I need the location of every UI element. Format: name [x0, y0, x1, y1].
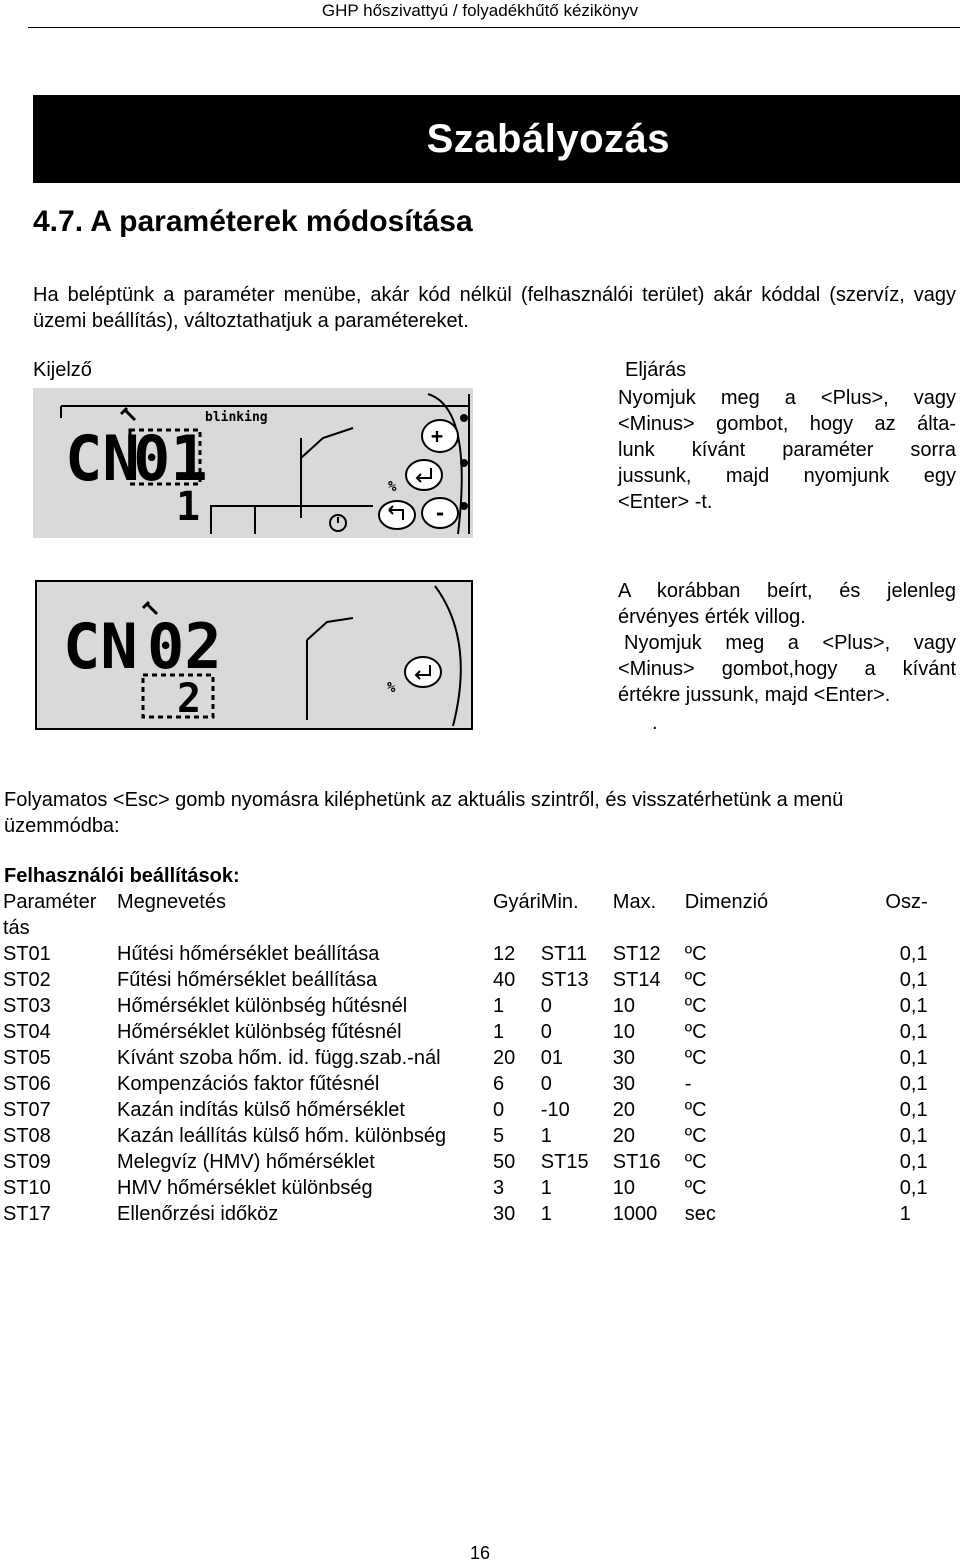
- division-cell: 1: [899, 1203, 911, 1225]
- procedure-step-1: [618, 385, 956, 515]
- lcd-value: 2: [177, 676, 202, 722]
- min-cell: ST15: [540, 1151, 589, 1173]
- name-cell: Kazán indítás külső hőmérséklet: [117, 1099, 405, 1121]
- lcd-display-2-graphic: [35, 580, 473, 730]
- max-cell: ST14: [612, 969, 661, 991]
- param-cell: ST06: [3, 1073, 51, 1095]
- min-cell: 01: [540, 1047, 564, 1069]
- param-cell: ST17: [3, 1203, 51, 1225]
- name-cell: Hőmérséklet különbség fűtésnél: [117, 1021, 402, 1043]
- min-cell: ST11: [540, 943, 588, 965]
- max-cell: 30: [612, 1047, 636, 1069]
- factory-cell: 6: [493, 1073, 505, 1095]
- svg-text:-: -: [434, 501, 447, 525]
- dimension-cell: ºC: [684, 1177, 707, 1199]
- factory-cell: 1: [493, 995, 505, 1017]
- min-cell: 0: [540, 1021, 552, 1043]
- max-cell: 30: [612, 1073, 636, 1095]
- procedure-line: Nyomjuk meg a <Plus>, vagy: [624, 632, 956, 654]
- display-column-label: Kijelző: [33, 359, 92, 381]
- division-cell: 0,1: [899, 969, 928, 991]
- param-cell: ST03: [3, 995, 51, 1017]
- table-row: [3, 1177, 928, 1203]
- param-cell: ST09: [3, 1151, 51, 1173]
- table-row: [3, 943, 928, 969]
- dimension-cell: ºC: [684, 1125, 707, 1147]
- factory-cell: 3: [493, 1177, 505, 1199]
- min-cell: 1: [540, 1125, 552, 1147]
- param-cell: ST01: [3, 943, 51, 965]
- name-cell: Kívánt szoba hőm. id. függ.szab.-nál: [117, 1047, 441, 1069]
- min-cell: -10: [540, 1099, 570, 1121]
- procedure-line: Nyomjuk meg a <Plus>, vagy: [618, 387, 956, 409]
- factory-cell: 5: [493, 1125, 505, 1147]
- table-title: Felhasználói beállítások:: [4, 865, 240, 887]
- max-cell: ST16: [612, 1151, 661, 1173]
- param-cell: ST04: [3, 1021, 51, 1043]
- max-cell: 10: [612, 995, 636, 1017]
- svg-text:+: +: [431, 424, 444, 448]
- stray-dot: .: [652, 712, 658, 734]
- division-cell: 0,1: [899, 1125, 928, 1147]
- table-header-row-continued: [3, 917, 928, 943]
- max-cell: ST12: [612, 943, 661, 965]
- blinking-label: blinking: [205, 410, 268, 425]
- name-cell: Melegvíz (HMV) hőmérséklet: [117, 1151, 375, 1173]
- header-factory: Gyári: [493, 891, 541, 913]
- user-settings-table: [3, 891, 928, 1229]
- name-cell: Fűtési hőmérséklet beállítása: [117, 969, 378, 991]
- param-cell: ST07: [3, 1099, 51, 1121]
- procedure-line: értékre jussunk, majd <Enter>.: [618, 684, 891, 706]
- name-cell: HMV hőmérséklet különbség: [117, 1177, 373, 1199]
- table-row: [3, 1203, 928, 1229]
- lcd-code: CN: [65, 422, 140, 495]
- header-divider: [28, 27, 960, 28]
- min-cell: 1: [540, 1203, 552, 1225]
- chapter-banner: [33, 95, 960, 183]
- lcd-display-1-graphic: [33, 388, 473, 538]
- running-header: GHP hőszivattyú / folyadékhűtő kézikönyv: [321, 1, 639, 20]
- section-heading: 4.7. A paraméterek módosítása: [33, 205, 473, 238]
- param-cell: ST08: [3, 1125, 51, 1147]
- procedure-line: <Minus> gombot, hogy az álta-: [618, 413, 956, 435]
- min-cell: 0: [540, 995, 552, 1017]
- clock-icon: [330, 515, 346, 531]
- table-row: [3, 1125, 928, 1151]
- lcd-code: CN: [63, 610, 138, 683]
- wrench-icon: [121, 408, 135, 420]
- name-cell: Kompenzációs faktor fűtésnél: [117, 1073, 380, 1095]
- header-dimension: Dimenzió: [684, 891, 769, 913]
- max-cell: 20: [612, 1099, 636, 1121]
- enter-button-icon: [406, 460, 442, 490]
- page-number: 16: [469, 1543, 491, 1563]
- procedure-line: A korábban beírt, és jelenleg: [618, 580, 956, 602]
- factory-cell: 40: [493, 969, 516, 991]
- procedure-line: jussunk, majd nyomjunk egy: [618, 465, 956, 487]
- factory-cell: 50: [493, 1151, 516, 1173]
- lcd-number: 02: [147, 610, 222, 683]
- division-cell: 0,1: [899, 943, 928, 965]
- division-cell: 0,1: [899, 1151, 928, 1173]
- header-division-continued: tás: [3, 917, 30, 939]
- min-cell: ST13: [540, 969, 589, 991]
- max-cell: 20: [612, 1125, 636, 1147]
- dimension-cell: -: [684, 1073, 692, 1095]
- dimension-cell: ºC: [684, 995, 707, 1017]
- division-cell: 0,1: [899, 1021, 928, 1043]
- table-row: [3, 1073, 928, 1099]
- min-cell: 1: [540, 1177, 552, 1199]
- header-param: Paraméter: [3, 891, 97, 913]
- param-cell: ST05: [3, 1047, 51, 1069]
- max-cell: 10: [612, 1021, 636, 1043]
- lcd-display-2: [35, 580, 473, 730]
- param-cell: ST10: [3, 1177, 51, 1199]
- lcd-value: 1: [176, 484, 201, 530]
- escape-button-icon: [379, 501, 415, 529]
- dimension-cell: ºC: [684, 1021, 707, 1043]
- table-row: [3, 969, 928, 995]
- procedure-step-2: [618, 578, 956, 708]
- header-min: Min.: [540, 891, 579, 913]
- table-row: [3, 1099, 928, 1125]
- max-cell: 10: [612, 1177, 636, 1199]
- dimension-cell: ºC: [684, 1151, 707, 1173]
- lcd-display-1: [33, 388, 473, 538]
- procedure-line: <Minus> gombot,hogy a kívánt: [618, 658, 956, 680]
- dimension-cell: sec: [684, 1203, 716, 1225]
- name-cell: Hűtési hőmérséklet beállítása: [117, 943, 380, 965]
- name-cell: Hőmérséklet különbség hűtésnél: [117, 995, 408, 1017]
- dimension-cell: ºC: [684, 1099, 707, 1121]
- table-row: [3, 1047, 928, 1073]
- table-row: [3, 995, 928, 1021]
- factory-cell: 30: [493, 1203, 516, 1225]
- procedure-line: érvényes érték villog.: [618, 606, 806, 628]
- lcd-number: 01: [133, 422, 208, 495]
- division-cell: 0,1: [899, 995, 928, 1017]
- factory-cell: 1: [493, 1021, 505, 1043]
- header-division: Osz-: [885, 891, 928, 913]
- procedure-line: <Enter> -t.: [618, 491, 713, 513]
- min-cell: 0: [540, 1073, 552, 1095]
- division-cell: 0,1: [899, 1099, 928, 1121]
- dimension-cell: ºC: [684, 943, 707, 965]
- enter-button-icon: [405, 657, 441, 687]
- division-cell: 0,1: [899, 1177, 928, 1199]
- header-name: Megnevetés: [117, 891, 226, 913]
- factory-cell: 12: [493, 943, 516, 965]
- table-row: [3, 1021, 928, 1047]
- procedure-column-label: Eljárás: [625, 359, 687, 381]
- service-icon: %: [388, 479, 397, 495]
- factory-cell: 20: [493, 1047, 516, 1069]
- chapter-title: Szabályozás: [426, 117, 670, 161]
- esc-instruction: Folyamatos <Esc> gomb nyomásra kiléphetünk az aktuális szintről, és visszatérhetünk a menü üzemmódba:: [4, 789, 844, 837]
- header-max: Max.: [612, 891, 657, 913]
- service-icon: %: [387, 680, 396, 696]
- dimension-cell: ºC: [684, 1047, 707, 1069]
- procedure-line: lunk kívánt paraméter sorra: [618, 439, 956, 461]
- table-row: [3, 1151, 928, 1177]
- dimension-cell: ºC: [684, 969, 707, 991]
- max-cell: 1000: [612, 1203, 658, 1225]
- factory-cell: 0: [493, 1099, 505, 1121]
- name-cell: Ellenőrzési időköz: [117, 1203, 279, 1225]
- division-cell: 0,1: [899, 1047, 928, 1069]
- table-header-row: [3, 891, 928, 917]
- name-cell: Kazán leállítás külső hőm. különbség: [117, 1125, 447, 1147]
- param-cell: ST02: [3, 969, 51, 991]
- intro-paragraph: Ha beléptünk a paraméter menübe, akár kód nélkül (felhasználói terület) akár kóddal (szervíz, vagy üzemi beállítás), változtathatjuk a paramétereket.: [33, 284, 956, 332]
- division-cell: 0,1: [899, 1073, 928, 1095]
